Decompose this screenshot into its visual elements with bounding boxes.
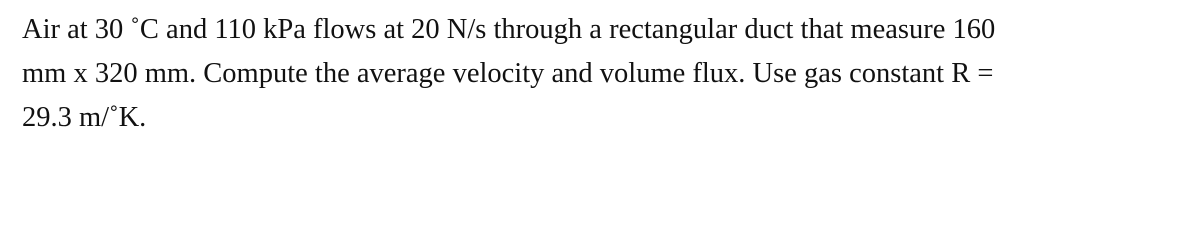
- problem-line-1: Air at 30 ˚C and 110 kPa flows at 20 N/s through a rectangular duct that measure 160: [22, 14, 996, 45]
- problem-statement: [22, 8, 1172, 140]
- problem-line-3: 29.3 m/˚K.: [22, 102, 147, 133]
- problem-line-2: mm x 320 mm. Compute the average velocity and volume flux. Use gas constant R =: [22, 58, 994, 89]
